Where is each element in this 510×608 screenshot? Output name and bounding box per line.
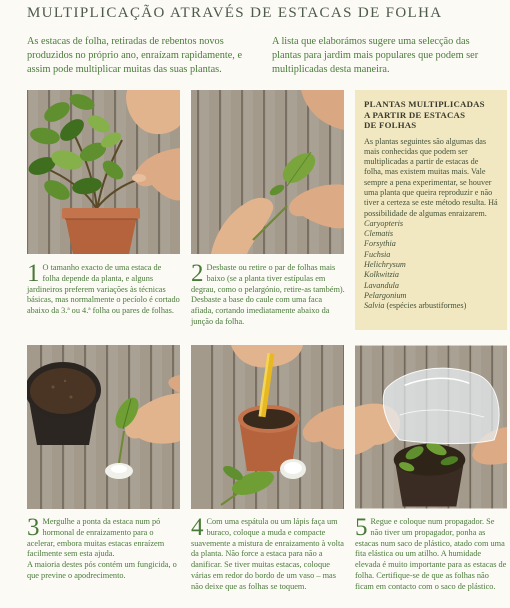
plant-list xyxy=(364,219,499,312)
plant-name: Helichrysum xyxy=(364,260,406,270)
plant-item xyxy=(364,260,499,270)
step-4 xyxy=(191,514,346,593)
plant-name: Pelargonium xyxy=(364,290,407,300)
step-text: A maioria destes pós contém um fungicida, o que previne o apodrecimento. xyxy=(27,560,177,580)
photo-step-3 xyxy=(27,345,180,509)
box-heading-line: DE FOLHAS xyxy=(364,120,417,130)
plant-list-box xyxy=(355,90,507,330)
box-heading-line: PLANTAS MULTIPLICADAS xyxy=(364,99,485,109)
plant-name: Kolkwitzia xyxy=(364,270,400,280)
step-text: Com uma espátula ou um lápis faça um buraco, coloque a muda e compacte suavemente a mistura de enraizamento à volta da planta. Não force a estaca para não a danificar. Se tiver muitas estacas, coloque várias em redor do bordo de um vaso – mas não deixe que as folhas se toquem. xyxy=(191,517,344,591)
box-heading-line: A PARTIR DE ESTACAS xyxy=(364,109,466,120)
step-text: Mergulhe a ponta da estaca num pó hormonal de enraizamento para o acelerar, embora muitas estacas enraízem facilmente sem esta ajuda. xyxy=(27,517,165,559)
plant-name: Forsythia xyxy=(364,239,396,249)
plant-item xyxy=(364,219,499,229)
pot-with-cuttings xyxy=(394,440,466,507)
step-3 xyxy=(27,514,180,582)
step-1 xyxy=(27,260,180,317)
plant-item xyxy=(364,281,499,291)
photo-step-1 xyxy=(27,90,180,254)
pot-with-soil xyxy=(27,362,101,445)
plant-name: Salvia xyxy=(364,301,385,311)
photo-step-2 xyxy=(191,90,344,254)
plant-item xyxy=(364,270,499,280)
step-number: 2 xyxy=(191,260,204,287)
step-number: 3 xyxy=(27,514,40,541)
plant-note: (espécies arbustiformes) xyxy=(386,301,467,311)
plastic-bag xyxy=(383,368,499,443)
step-5 xyxy=(355,514,507,593)
step-text: Regue e coloque num propagador. Se não tiver um propagador, ponha as estacas num saco de plástico, atado com uma fita elástica ou um atilho. A humidade elevada é muito importante para as estacas de folha. Certifique-se de que as folhas não ficam em contacto com o saco de plástico. xyxy=(355,517,507,591)
rooting-powder xyxy=(105,463,133,479)
plant-name: Fuchsia xyxy=(364,249,391,259)
plant-item xyxy=(364,229,499,239)
plant-name: Clematis xyxy=(364,229,394,239)
plant-item xyxy=(364,301,499,311)
box-text: As plantas seguintes são algumas das mais conhecidas que podem ser multiplicadas a partir de estacas de folha, mas existem muitas mais. Vale sempre a pena experimentar, se houver uma planta que queira reproduzir e não tiver a certeza se este método resulta. Há possibilidade de algumas enraizarem. xyxy=(364,136,498,218)
step-text: Desbaste ou retire o par de folhas mais baixo (se a planta tiver estípulas em degrau, como o pelargónio, retire-as também). Desbaste a base do caule com uma faca afiada, cortando imediatamente abaixo da junção da folha. xyxy=(191,263,345,326)
plant-item xyxy=(364,291,499,301)
plant-item xyxy=(364,239,499,249)
terracotta-pot xyxy=(62,208,140,254)
step-number: 1 xyxy=(27,260,40,287)
step-2 xyxy=(191,260,346,328)
step-number: 4 xyxy=(191,514,204,541)
plant-name: Lavandula xyxy=(364,280,400,290)
step-text: O tamanho exacto de uma estaca de folha depende da planta, e alguns jardineiros preferem variações às técnicas básicas, mas normalmente o pecíolo é cortado abaixo da 3.ª ou 4.ª folha ou pares de folhas. xyxy=(27,263,180,316)
plant-item xyxy=(364,250,499,260)
photo-step-5 xyxy=(355,345,507,509)
step-number: 5 xyxy=(355,514,368,541)
page-title: MULTIPLICAÇÃO ATRAVÉS DE ESTACAS DE FOLHA xyxy=(27,5,443,21)
rooting-powder-lid xyxy=(280,459,306,479)
plant-name: Caryopteris xyxy=(364,218,404,228)
photo-step-4 xyxy=(191,345,344,509)
intro-left: As estacas de folha, retiradas de rebentos novos produzidos no próprio ano, enraízam rapidamente, e assim pode multiplicar muitas das suas plantas. xyxy=(27,36,243,75)
intro-right: A lista que elaborámos sugere uma selecção das plantas para jardim mais populares que podem ser multiplicadas desta maneira. xyxy=(272,36,479,75)
box-heading xyxy=(364,99,499,131)
